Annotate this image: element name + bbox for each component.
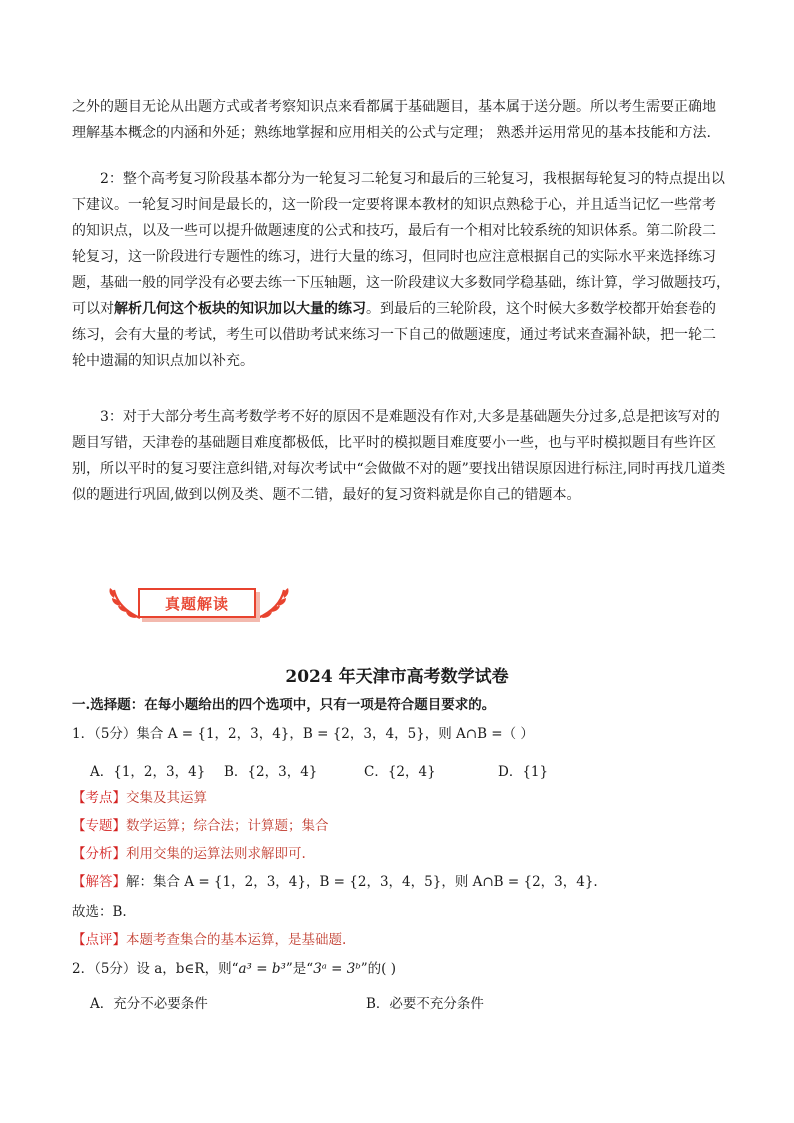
text-line: 轮中遗漏的知识点加以补充。 — [72, 353, 254, 369]
q2-stem-part: ”的( ) — [360, 961, 396, 977]
text-line: 练习，会有大量的考试，考生可以借助考试来练习一下自己的做题速度，通过考试来查漏补缺，把一轮二 — [72, 327, 716, 343]
q2-condition-1: a³ = b³ — [238, 961, 286, 977]
section-heading: 一.选择题：在每小题给出的四个选项中，只有一项是符合题目要求的。 — [72, 697, 496, 713]
q1-option-b: B．{2，3，4} — [224, 764, 318, 780]
text-line: 下建议。一轮复习时间是最长的，这一阶段一定要将课本教材的知识点熟稔于心，并且适当记忆一些常考 — [72, 197, 716, 213]
q2-option-a: A．充分不必要条件 — [90, 996, 208, 1012]
text-segment: 可以对 — [72, 301, 114, 317]
q1-dianping — [72, 929, 346, 951]
q1-option-a: A．{1，2，3，4} — [90, 764, 206, 780]
q1-jieda — [72, 871, 598, 893]
fenxi-tag: 【分析】 — [72, 846, 126, 862]
text-line: 之外的题目无论从出题方式或者考察知识点来看都属于基础题目，基本属于送分题。所以考生需要正确地 — [72, 99, 716, 115]
text-line: 似的题进行巩固,做到以例及类、题不二错，最好的复习资料就是你自己的错题本。 — [72, 487, 581, 503]
q2-stem-part: 2．（5分）设 a，b∈R，则“ — [72, 961, 239, 977]
q1-fenxi — [72, 843, 306, 865]
paragraph-tip-2 — [72, 166, 734, 374]
text-line: 2：整个高考复习阶段基本都分为一轮复习二轮复习和最后的三轮复习，我根据每轮复习的特点提出以 — [100, 171, 725, 187]
paragraph-continuation — [72, 94, 734, 146]
text-line — [72, 296, 734, 322]
question-1-stem: 1．（5分）集合 A = {1，2，3，4}，B = {2，3，4，5}，则 A∩B =（ ） — [72, 726, 534, 742]
text-line: 轮复习，这一阶段进行专题性的练习，进行大量的练习，但同时也应注意根据自己的实际水平来选择练习 — [72, 249, 716, 265]
q1-option-d: D．{1} — [498, 764, 549, 780]
q1-answer: 故选：B. — [72, 904, 127, 920]
q2-option-b: B．必要不充分条件 — [366, 996, 484, 1012]
exam-title: 2024 年天津市高考数学试卷 — [285, 667, 509, 687]
paragraph-tip-3 — [72, 404, 734, 508]
bold-emphasis: 解析几何这个板块的知识加以大量的练习 — [114, 301, 366, 317]
banner-label: 真题解读 — [138, 588, 256, 618]
kaodian-text: 交集及其运算 — [126, 790, 207, 806]
jieda-tag: 【解答】 — [72, 874, 126, 890]
zhuanti-tag: 【专题】 — [72, 818, 126, 834]
dianping-tag: 【点评】 — [72, 932, 126, 948]
text-line: 别，所以平时的复习要注意纠错,对每次考试中“会做做不对的题”要找出错误原因进行标注,同时再找几道类 — [72, 461, 726, 477]
section-banner — [104, 584, 294, 624]
zhuanti-text: 数学运算；综合法；计算题；集合 — [126, 818, 329, 834]
fenxi-text: 利用交集的运算法则求解即可. — [126, 846, 306, 862]
text-line: 题，基础一般的同学没有必要去练一下压轴题，这一阶段建议大多数同学稳基础，练计算，学习做题技巧， — [72, 275, 730, 291]
text-line: 题目写错，天津卷的基础题目难度都极低，比平时的模拟题目难度要小一些，也与平时模拟题目有些许区 — [72, 435, 716, 451]
kaodian-tag: 【考点】 — [72, 790, 126, 806]
q2-stem-part: ”是“ — [285, 961, 314, 977]
q1-kaodian — [72, 787, 207, 809]
q1-zhuanti — [72, 815, 329, 837]
text-segment: 。到最后的三轮阶段，这个时候大多数学校都开始套卷的 — [366, 301, 716, 317]
jieda-text: 解：集合 A = {1，2，3，4}，B = {2，3，4，5}，则 A∩B = {2，3，4}. — [126, 874, 598, 890]
q1-option-c: C．{2，4} — [364, 764, 436, 780]
text-line: 的知识点，以及一些可以提升做题速度的公式和技巧，最后有一个相对比较系统的知识体系。第二阶段二 — [72, 223, 716, 239]
question-2-stem — [72, 958, 396, 980]
q2-condition-2: 3ᵃ = 3ᵇ — [313, 961, 361, 977]
dianping-text: 本题考查集合的基本运算，是基础题. — [126, 932, 347, 948]
text-line: 3：对于大部分考生高考数学考不好的原因不是难题没有作对,大多是基础题失分过多,总是把该写对的 — [100, 409, 720, 425]
text-line: 理解基本概念的内涵和外延；熟练地掌握和应用相关的公式与定理； 熟悉并运用常见的基本技能和方法. — [72, 125, 711, 141]
